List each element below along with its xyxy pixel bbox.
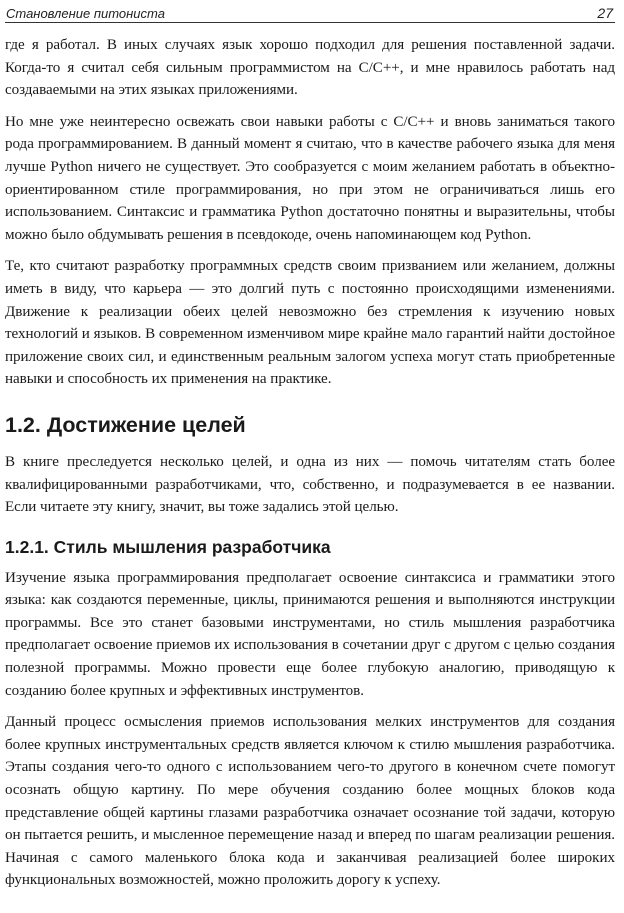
paragraph-learning-language: Изучение языка программирования предполагает освоение синтаксиса и грамматики этого языка: как создаются переменные, циклы, принимаются решения и выполняются инструкции программы. Все это станет базовыми инструментами, но стиль мышления разработчика предполагает освоение приемов их использования в сочетании друг с другом с целью создания полезной программы. Можно провести еще более глубокую аналогию, приводящую к созданию более крупных и эффективных инструментов. <box>5 569 615 699</box>
paragraph-developer-mindset: Данный процесс осмысления приемов использования мелких инструментов для создания более крупных инструментальных средств является ключом к стилю мышления разработчика. Этапы создания чего-то одного с использованием чего-то другого в конечном счете помогут осознать общую картину. По мере обучения созданию более мощных блоков кода представление общей картины глазами разработчика означает осознание той задачи, которую он пытается решить, и мысленное перемещение назад и вперед по шагам реализации решения. Начиная с самого маленького блока кода и заканчивая реализацией более широких функциональных возможностей, можно проложить дорогу к успеху. <box>5 714 615 889</box>
paragraph-continued: где я работал. В иных случаях язык хорошо подходил для решения поставленной задачи. Когда-то я считал себя сильным программистом на C/C++, и мне нравилось работать над создаваемыми на этих языках приложениями. <box>5 37 615 99</box>
page-number: 27 <box>597 5 613 21</box>
paragraph-career: Те, кто считают разработку программных средств своим призванием или желанием, должны иметь в виду, что карьера — это долгий путь с постоянно происходящими изменениями. Движение к реализации обеих целей невозможно без стремления к изучению новых технологий и языков. В современном изменчивом мире крайне мало гарантий найти достойное приложение своих сил, и единственным реальным залогом успеха могут стать приобретенные навыки и способность их применения на практике. <box>5 258 615 388</box>
paragraph-book-goals: В книге преследуется несколько целей, и одна из них — помочь читателям стать более квалифицированными разработчиками, что, собственно, и подразумевается в ее названии. Если читаете эту книгу, значит, вы тоже задались этой целью. <box>5 453 615 516</box>
subsection-heading-1-2-1: 1.2.1. Стиль мышления разработчика <box>5 536 331 557</box>
paragraph-python-choice: Но мне уже неинтересно освежать свои навыки работы с C/C++ и вновь заниматься такого рода программированием. В данный момент я считаю, что в качестве рабочего языка для меня лучше Python ничего не существует. Это сообразуется с моим желанием работать в объектно-ориентированном стиле программирования, но при этом не ограничиваться лишь его использованием. Синтаксис и грамматика Python достаточно понятны и выразительны, чтобы можно было обдумывать решения в псевдокоде, очень напоминающем код Python. <box>5 113 615 243</box>
running-header <box>5 0 615 23</box>
running-title: Становление питониста <box>6 6 165 21</box>
section-heading-1-2: 1.2. Достижение целей <box>5 412 246 437</box>
